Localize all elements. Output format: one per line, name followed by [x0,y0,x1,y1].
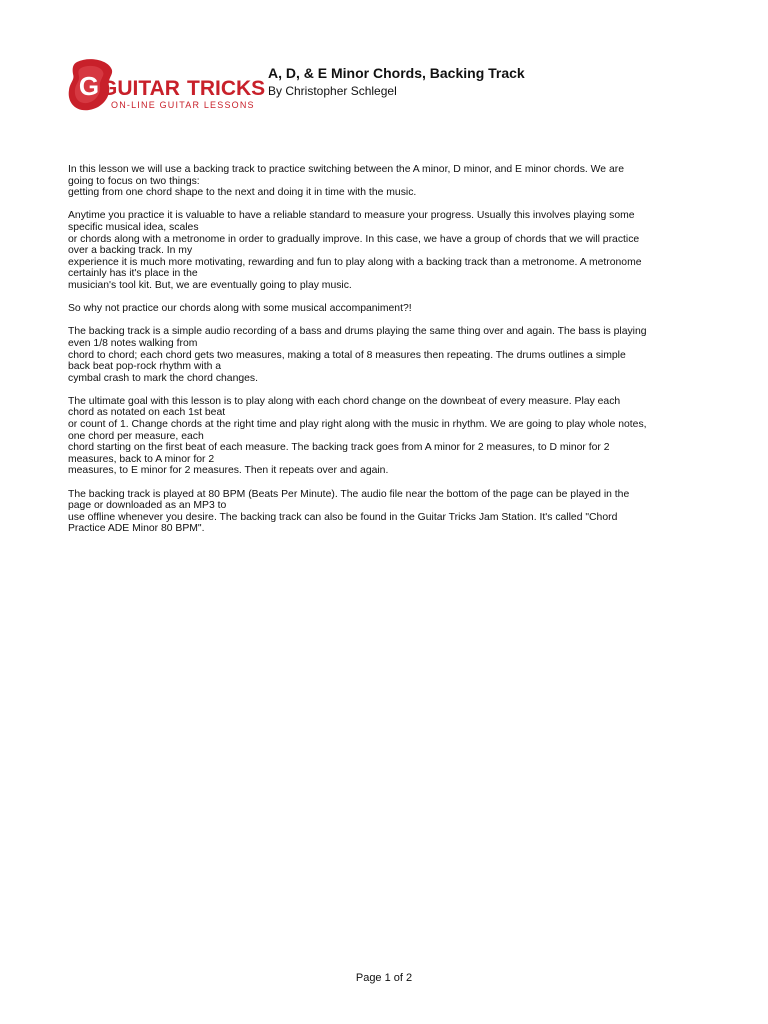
paragraph-line: specific musical idea, scales [68,221,199,233]
lesson-paragraph [68,489,713,535]
paragraph-line: or count of 1. Change chords at the right time and play right along with the music in rhythm. We are going to play whole notes, [68,419,647,431]
paragraph-line: over a backing track. In my [68,245,193,257]
paragraph-line: The ultimate goal with this lesson is to play along with each chord change on the downbeat of every measure. Play each [68,395,621,407]
paragraph-line: chord starting on the first beat of each measure. The backing track goes from A minor for 2 measures, to D minor for 2 [68,442,610,454]
author-byline: By Christopher Schlegel [268,84,397,98]
paragraph-line: back beat pop-rock rhythm with a [68,361,222,373]
logo-brand-left: GUITAR [101,77,180,100]
paragraph-line: page or downloaded as an MP3 to [68,500,227,512]
logo-brand-right: TRICKS [187,77,266,100]
paragraph-line: one chord per measure, each [68,430,204,442]
paragraph-line: use offline whenever you desire. The backing track can also be found in the Guitar Tricks Jam Station. It's called "Chord [68,511,618,523]
logo-tagline: ON-LINE GUITAR LESSONS [111,100,255,110]
page-number: Page 1 of 2 [355,972,413,984]
logo-graphic [67,58,266,114]
paragraph-line: musician's tool kit. But, we are eventually going to play music. [68,279,352,291]
paragraph-line: Practice ADE Minor 80 BPM". [68,523,205,535]
paragraph-line: even 1/8 notes walking from [68,337,198,349]
paragraph-line: certainly has it's place in the [68,268,198,280]
svg-text:G: G [78,71,100,101]
paragraph-line: The backing track is a simple audio recording of a bass and drums playing the same thing over and again. The bass is playing [68,326,647,338]
lesson-paragraph [68,326,713,384]
lesson-paragraph [68,164,713,199]
guitar-tricks-logo [67,58,266,114]
paragraph-line: getting from one chord shape to the next and doing it in time with the music. [68,187,417,199]
paragraph-line: In this lesson we will use a backing track to practice switching between the A minor, D minor, and E minor chords. We are [68,164,624,175]
lesson-paragraph [68,303,713,315]
paragraph-line: measures, to E minor for 2 measures. Then it repeats over and again. [68,465,389,477]
paragraph-line: cymbal crash to mark the chord changes. [68,372,259,384]
lesson-paragraph [68,210,713,291]
paragraph-line: or chords along with a metronome in order to gradually improve. In this case, we have a group of chords that we will practice [68,233,640,245]
paragraph-line: Anytime you practice it is valuable to have a reliable standard to measure your progress. Usually this involves playing some [68,210,635,222]
paragraph-line: chord as notated on each 1st beat [68,407,226,419]
paragraph-line: experience it is much more motivating, rewarding and fun to play along with a backing track than a metronome. A metronome [68,256,642,268]
paragraph-line: measures, back to A minor for 2 [68,453,215,465]
paragraph-line: going to focus on two things: [68,175,200,187]
paragraph-line: chord to chord; each chord gets two measures, making a total of 8 measures then repeating. The drums outlines a simple [68,349,626,361]
lesson-paragraph [68,396,713,477]
lesson-body [68,164,713,547]
paragraph-line: So why not practice our chords along with some musical accompaniment?! [68,303,412,315]
page-title: A, D, & E Minor Chords, Backing Track [268,65,525,81]
paragraph-line: The backing track is played at 80 BPM (Beats Per Minute). The audio file near the bottom of the page can be played in the [68,488,630,500]
